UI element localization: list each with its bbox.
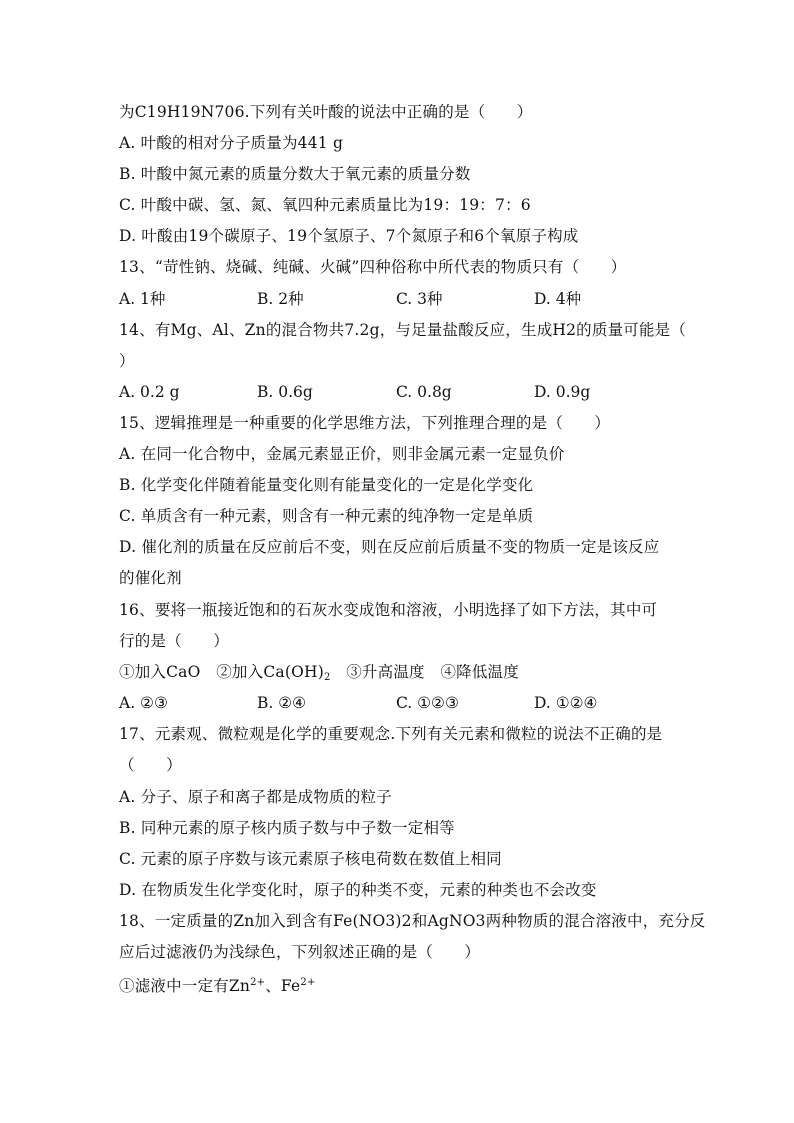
q16-method-2: ②加入Ca(OH)2 <box>216 663 331 683</box>
q13-stem: 13、“苛性钠、烧碱、纯碱、火碱”四种俗称中所代表的物质只有（ ） <box>119 258 627 276</box>
q16-method-3: ③升高温度 <box>346 663 425 681</box>
q16-method-4: ④降低温度 <box>440 663 519 681</box>
q18-statement-1: ①滤液中一定有$Zn^{2+}$、$Fe^{2+}$ <box>119 977 316 995</box>
q15-option-b: B. 化学变化伴随着能量变化则有能量变化的一定是化学变化 <box>119 476 534 494</box>
q16-method-1: ①加入CaO <box>119 663 201 681</box>
q14-option-d: D. 0.9g <box>534 383 591 401</box>
q13-option-b: B. 2种 <box>257 290 304 308</box>
q15-option-d-line1: D. 催化剂的质量在反应前后不变，则在反应前后质量不变的物质一定是该反应 <box>119 538 660 556</box>
q13-option-d: D. 4种 <box>534 290 582 308</box>
q14-option-c: C. 0.8g <box>396 383 452 401</box>
q17-option-d: D. 在物质发生化学变化时，原子的种类不变，元素的种类也不会改变 <box>119 881 597 899</box>
q16-methods-line <box>119 659 734 685</box>
q14-options-row <box>119 379 734 405</box>
q18-stem-line1: 18、一定质量的Zn加入到含有Fe(NO3)2和AgNO3两种物质的混合溶液中，充分反 <box>119 912 706 930</box>
q17-option-a: A. 分子、原子和离子都是成物质的粒子 <box>119 788 392 806</box>
q18-stem-line2: 应后过滤液仍为浅绿色，下列叙述正确的是（ ） <box>119 943 481 961</box>
q14-stem-line2: ） <box>119 352 135 370</box>
q13-option-c: C. 3种 <box>396 290 443 308</box>
q17-option-b: B. 同种元素的原子核内质子数与中子数一定相等 <box>119 819 455 837</box>
q17-option-c: C. 元素的原子序数与该元素原子核电荷数在数值上相同 <box>119 850 502 868</box>
q15-option-c: C. 单质含有一种元素，则含有一种元素的纯净物一定是单质 <box>119 507 534 525</box>
q16-stem-line1: 16、要将一瓶接近饱和的石灰水变成饱和溶液，小明选择了如下方法，其中可 <box>119 601 658 619</box>
q12-option-c: C. 叶酸中碳、氢、氮、氧四种元素质量比为19：19：7：6 <box>119 196 531 214</box>
q16-stem-line2: 行的是（ ） <box>119 632 229 650</box>
q17-stem-line1: 17、元素观、微粒观是化学的重要观念.下列有关元素和微粒的说法不正确的是 <box>119 725 663 743</box>
q15-option-d-line2: 的催化剂 <box>119 569 182 587</box>
q17-stem-line2: （ ） <box>119 756 182 774</box>
q16-options-row <box>119 690 734 716</box>
q12-option-d: D. 叶酸由19个碳原子、19个氢原子、7个氮原子和6个氧原子构成 <box>119 227 579 245</box>
q14-option-a: A. 0.2 g <box>119 383 180 401</box>
q16-option-d: D. ①②④ <box>534 694 598 712</box>
q16-option-b: B. ②④ <box>257 694 307 712</box>
q14-stem-line1: 14、有Mg、Al、Zn的混合物共7.2g，与足量盐酸反应，生成H2的质量可能是（ <box>119 321 687 339</box>
q16-option-a: A. ②③ <box>119 694 168 712</box>
q15-stem: 15、逻辑推理是一种重要的化学思维方法，下列推理合理的是（ ） <box>119 414 611 432</box>
q14-option-b: B. 0.6g <box>257 383 313 401</box>
q12-stem-line: 为C19H19N706.下列有关叶酸的说法中正确的是（ ） <box>119 103 533 121</box>
q15-option-a: A. 在同一化合物中，金属元素显正价，则非金属元素一定显负价 <box>119 445 565 463</box>
q13-option-a: A. 1种 <box>119 290 166 308</box>
q12-option-a: A. 叶酸的相对分子质量为441 g <box>119 134 344 152</box>
q13-options-row <box>119 286 734 312</box>
q12-option-b: B. 叶酸中氮元素的质量分数大于氧元素的质量分数 <box>119 165 471 183</box>
q16-option-c: C. ①②③ <box>396 694 459 712</box>
